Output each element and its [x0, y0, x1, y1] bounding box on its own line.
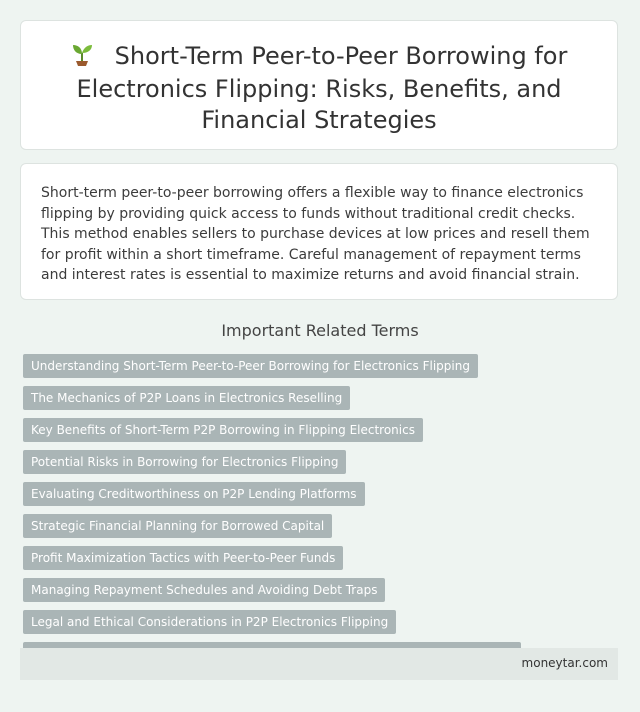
related-term-tag[interactable]: Profit Maximization Tactics with Peer-to-Peer Funds: [23, 546, 343, 570]
footer: [20, 648, 618, 680]
related-term-tag[interactable]: Strategic Financial Planning for Borrowed Capital: [23, 514, 332, 538]
related-terms-list: [23, 354, 623, 666]
summary-card: [20, 163, 618, 300]
related-term-tag[interactable]: Managing Repayment Schedules and Avoiding Debt Traps: [23, 578, 385, 602]
related-term-tag[interactable]: Evaluating Creditworthiness on P2P Lending Platforms: [23, 482, 365, 506]
page-title-text: Short-Term Peer-to-Peer Borrowing for Electronics Flipping: Risks, Benefits, and Financial Strategies: [76, 42, 568, 134]
summary-text: Short-term peer-to-peer borrowing offers a flexible way to finance electronics flipping by providing quick access to funds without traditional credit checks. This method enables sellers to purchase devices at low prices and resell them for profit within a short timeframe. Careful management of repayment terms and interest rates is essential to maximize returns and avoid financial strain.: [41, 185, 590, 283]
footer-site-link[interactable]: moneytar.com: [521, 656, 608, 670]
sprout-icon: [71, 42, 93, 74]
related-terms-heading: Important Related Terms: [221, 321, 419, 340]
related-term-tag[interactable]: Understanding Short-Term Peer-to-Peer Borrowing for Electronics Flipping: [23, 354, 478, 378]
related-term-tag[interactable]: Potential Risks in Borrowing for Electronics Flipping: [23, 450, 346, 474]
related-term-tag[interactable]: The Mechanics of P2P Loans in Electronics Reselling: [23, 386, 350, 410]
related-term-tag[interactable]: Legal and Ethical Considerations in P2P Electronics Flipping: [23, 610, 396, 634]
title-card: [20, 20, 618, 150]
page-title: [45, 41, 593, 136]
related-term-tag[interactable]: Key Benefits of Short-Term P2P Borrowing in Flipping Electronics: [23, 418, 423, 442]
